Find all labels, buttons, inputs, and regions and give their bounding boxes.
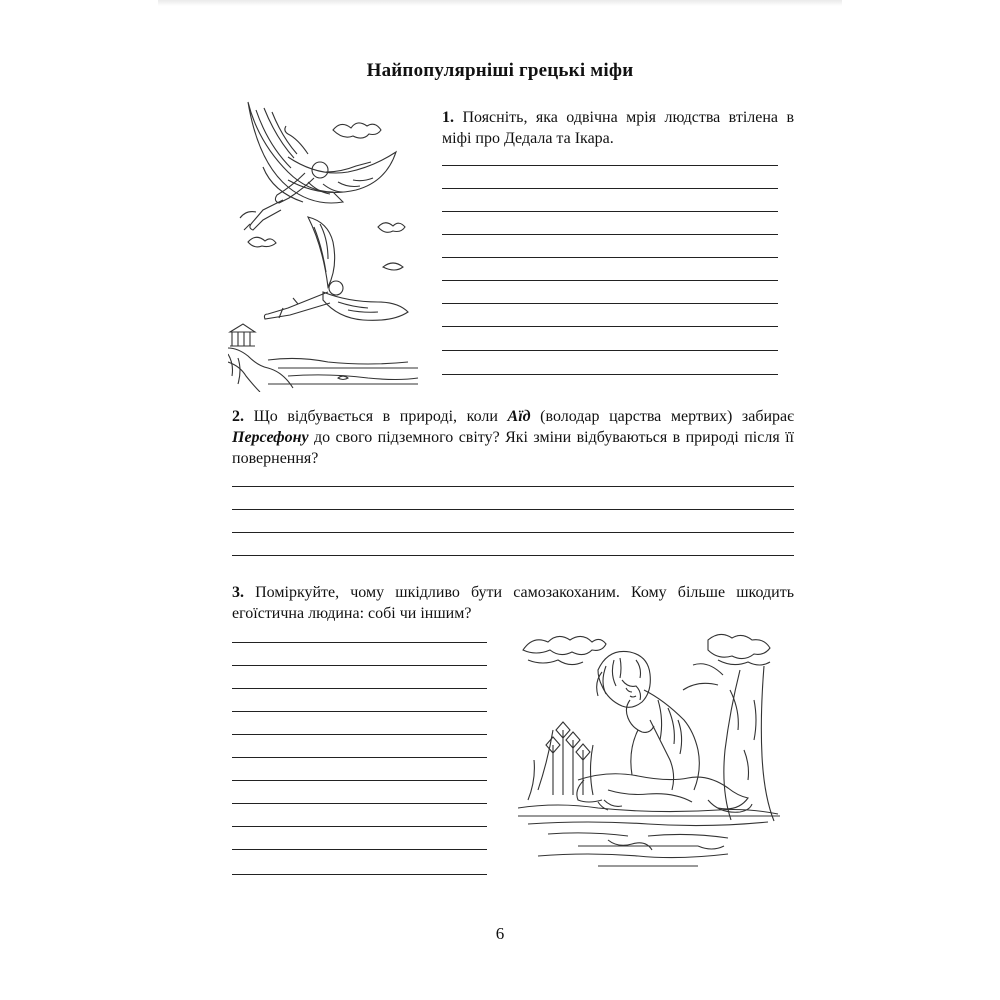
answer-line[interactable] bbox=[232, 665, 487, 666]
answer-line[interactable] bbox=[442, 280, 778, 281]
question-2-part-2: (володар царства мертвих) забирає bbox=[530, 408, 795, 425]
answer-line[interactable] bbox=[442, 303, 778, 304]
answer-line[interactable] bbox=[232, 711, 487, 712]
daedalus-icarus-illustration bbox=[228, 92, 428, 392]
answer-line[interactable] bbox=[442, 165, 778, 166]
answer-line[interactable] bbox=[232, 826, 487, 827]
page-title: Найпопулярніші грецькі міфи bbox=[366, 60, 634, 81]
answer-line[interactable] bbox=[232, 874, 487, 875]
question-2-text bbox=[232, 406, 794, 469]
answer-line[interactable] bbox=[442, 188, 778, 189]
answer-line[interactable] bbox=[232, 509, 794, 510]
question-1-number: 1. bbox=[442, 109, 454, 126]
answer-line[interactable] bbox=[232, 486, 794, 487]
answer-line[interactable] bbox=[442, 350, 778, 351]
persephone-name: Персефону bbox=[232, 429, 309, 446]
question-1-body: Поясніть, яка одвічна мрія людства втілена в міфі про Дедала та Ікара. bbox=[442, 109, 795, 147]
answer-line[interactable] bbox=[442, 234, 778, 235]
answer-line[interactable] bbox=[232, 555, 794, 556]
answer-line[interactable] bbox=[232, 734, 487, 735]
narcissus-illustration bbox=[518, 630, 780, 880]
hades-name: Аїд bbox=[507, 408, 531, 425]
answer-line[interactable] bbox=[232, 532, 794, 533]
question-2-number: 2. bbox=[232, 408, 244, 425]
question-3-body: Поміркуйте, чому шкідливо бути самозакоханим. Кому більше шкодить егоїстична людина: собі чи іншим? bbox=[232, 584, 795, 622]
answer-line[interactable] bbox=[232, 642, 487, 643]
question-2-part-1: Що відбувається в природі, коли bbox=[253, 408, 508, 425]
page-number: 6 bbox=[495, 924, 505, 943]
answer-line[interactable] bbox=[232, 849, 487, 850]
question-3-number: 3. bbox=[232, 584, 244, 601]
question-1-text bbox=[442, 107, 794, 149]
answer-line[interactable] bbox=[232, 803, 487, 804]
answer-line[interactable] bbox=[442, 326, 778, 327]
question-2-part-3: до свого підземного світу? Які зміни відбуваються в природі після її повернення? bbox=[232, 429, 794, 467]
page-shadow bbox=[158, 0, 842, 6]
answer-line[interactable] bbox=[442, 211, 778, 212]
answer-line[interactable] bbox=[232, 780, 487, 781]
answer-line[interactable] bbox=[442, 374, 778, 375]
question-3-text bbox=[232, 582, 794, 624]
answer-line[interactable] bbox=[442, 257, 778, 258]
answer-line[interactable] bbox=[232, 757, 487, 758]
answer-line[interactable] bbox=[232, 688, 487, 689]
